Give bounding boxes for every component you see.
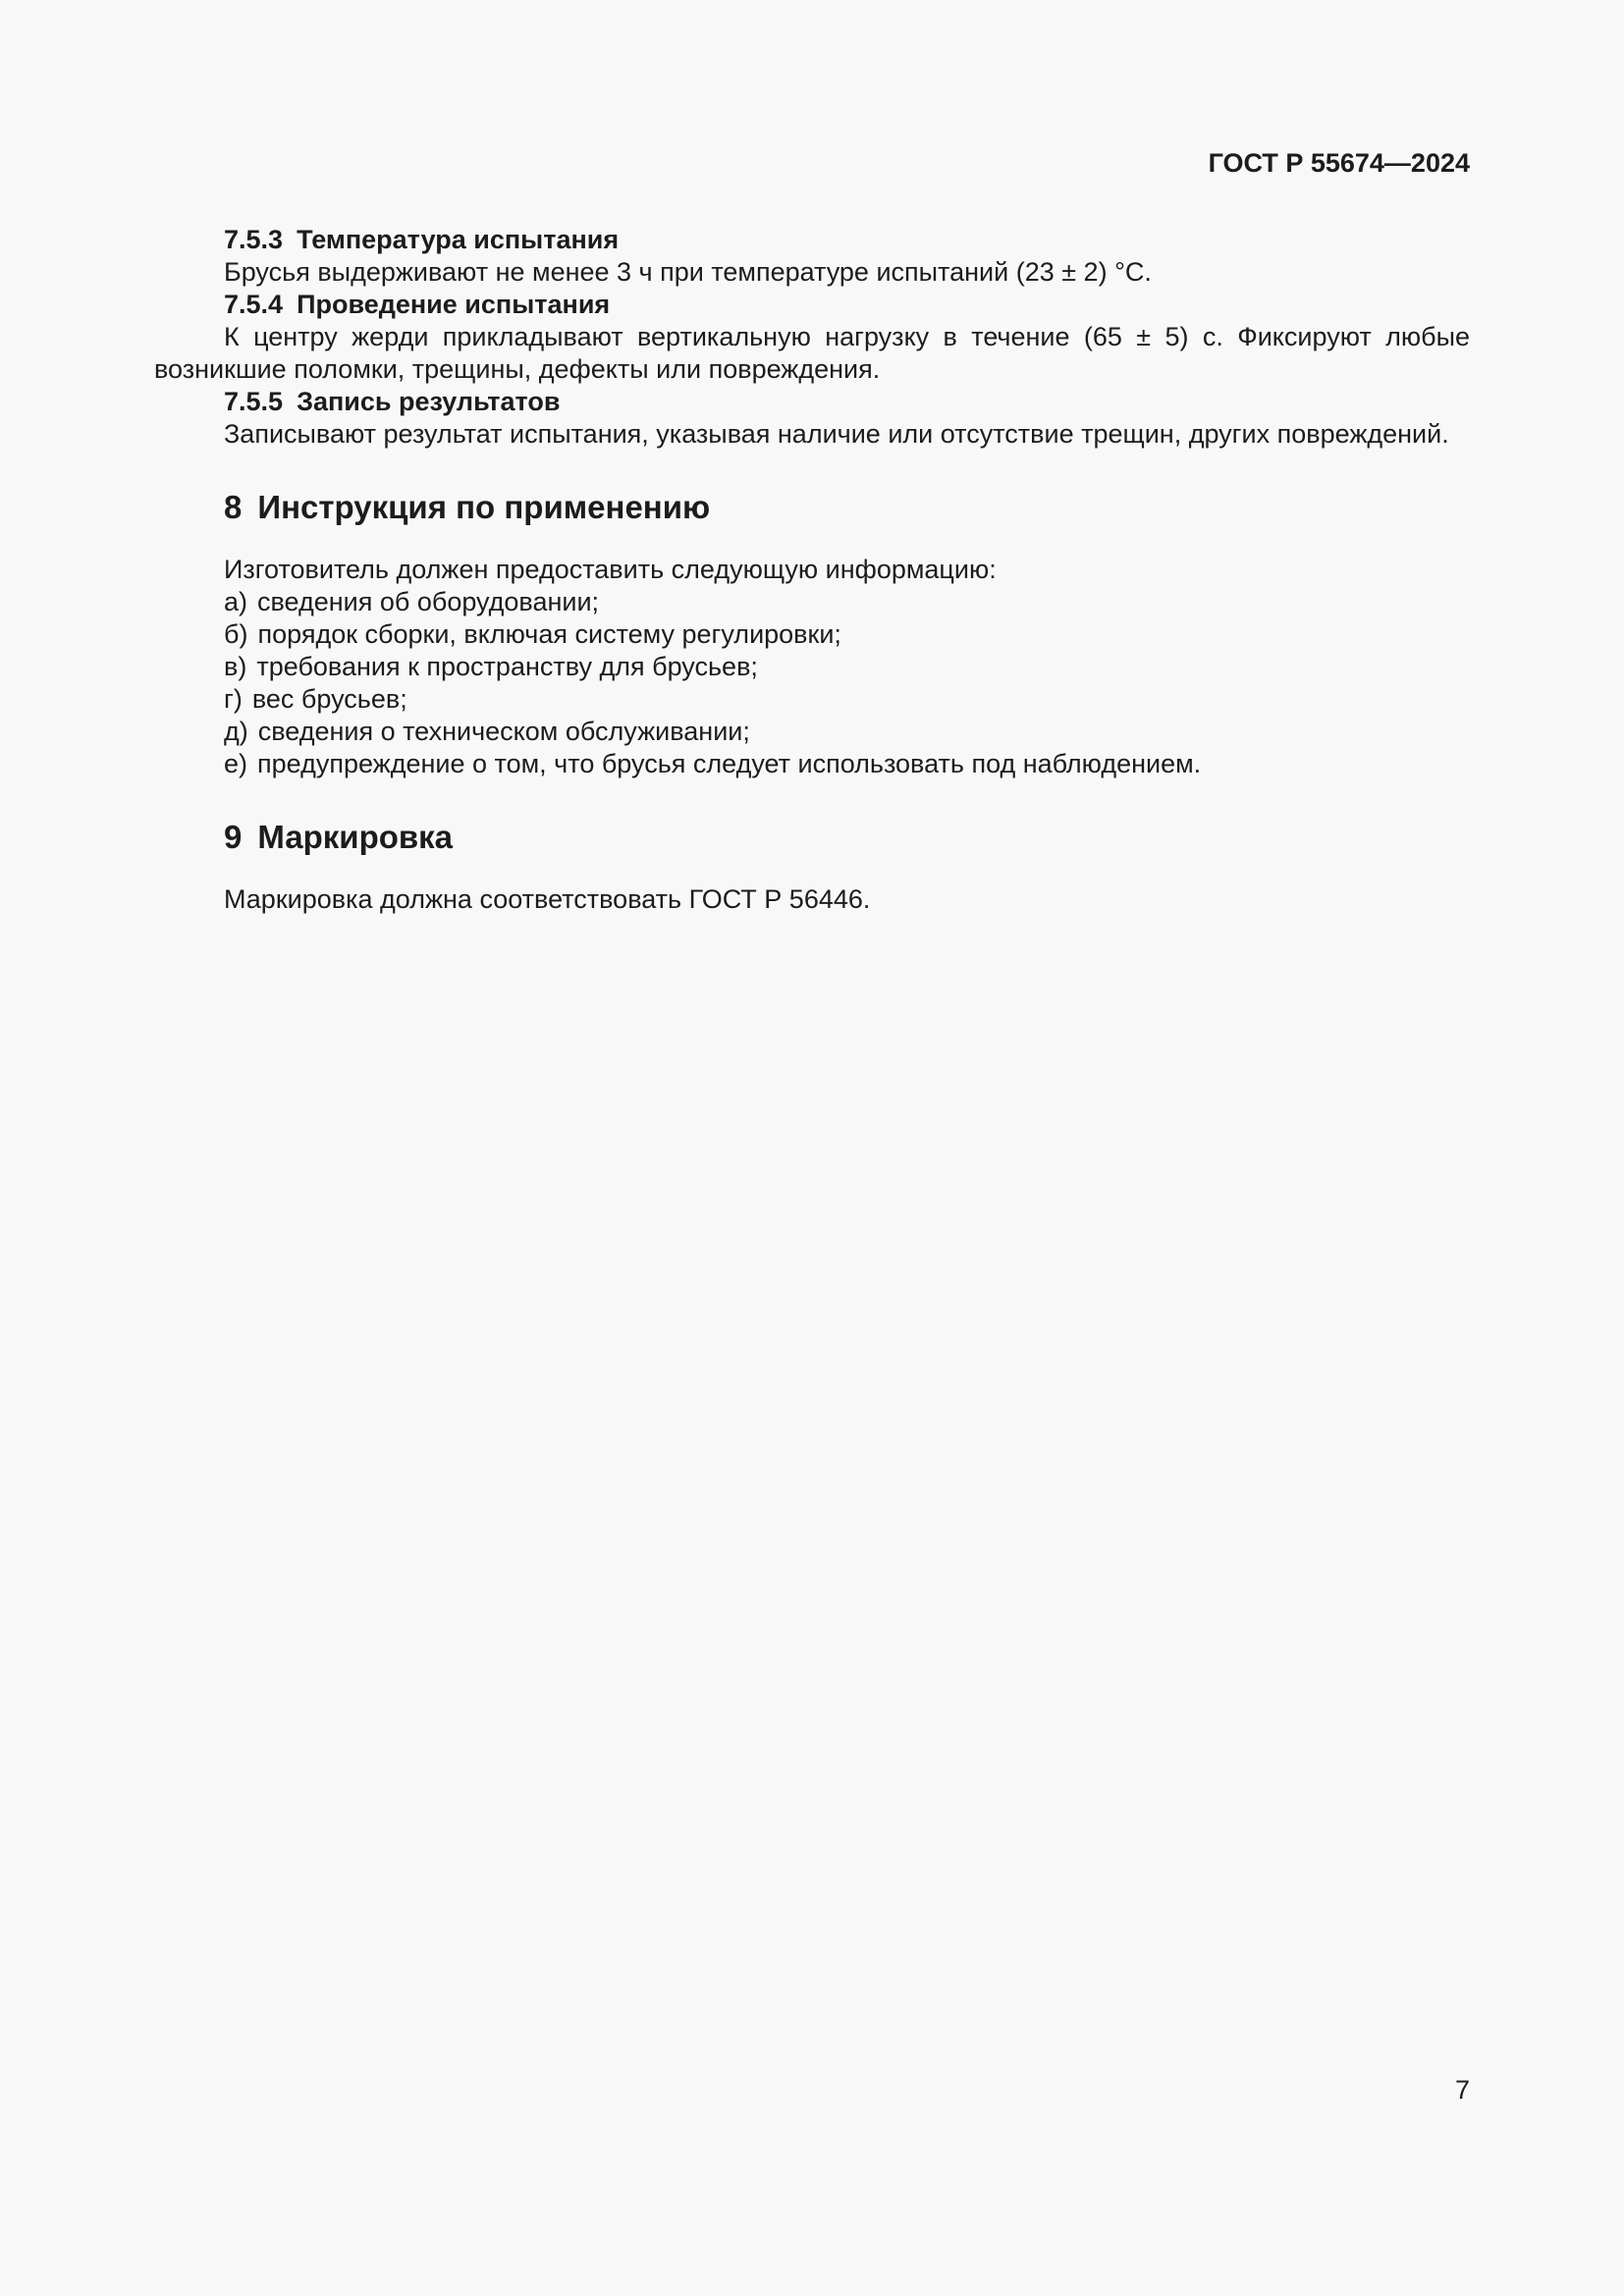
list-item-mark: в) (224, 652, 247, 681)
list-item (154, 716, 1470, 748)
subsection-title: Температура испытания (297, 225, 620, 254)
list-item-mark: е) (224, 749, 248, 778)
section-9-text: Маркировка должна соответствовать ГОСТ Р 56446. (224, 884, 871, 914)
document-code-header: ГОСТ Р 55674—2024 (1208, 148, 1470, 178)
subsection-title: Проведение испытания (297, 290, 611, 319)
section-title: Маркировка (257, 819, 454, 855)
list-item-mark: д) (224, 717, 248, 746)
section-number: 9 (224, 819, 243, 855)
subsection-7-5-5-text: Записывают результат испытания, указывая наличие или отсутствие трещин, других повреждений. (224, 419, 1449, 449)
list-item-text: вес брусьев; (251, 684, 407, 714)
section-8-intro: Изготовитель должен предоставить следующую информацию: (224, 555, 997, 584)
subsection-7-5-5-heading (154, 386, 1470, 418)
info-list (154, 586, 1470, 780)
list-item-text: требования к пространству для брусьев; (256, 652, 758, 681)
list-item-mark: б) (224, 619, 248, 649)
subsection-7-5-3-heading (154, 224, 1470, 256)
subsection-number: 7.5.4 (224, 290, 284, 319)
list-item (154, 586, 1470, 618)
section-title: Инструкция по применению (257, 489, 711, 525)
section-9-heading (154, 818, 1470, 857)
subsection-7-5-4-text: К центру жерди прикладывают вертикальную нагрузку в течение (65 ± 5) с. Фиксируют любые возникшие поломки, трещины, дефекты или повреждения. (154, 322, 1470, 384)
subsection-title: Запись результатов (297, 387, 561, 416)
subsection-7-5-3-text: Брусья выдерживают не менее 3 ч при температуре испытаний (23 ± 2) °С. (224, 257, 1152, 287)
list-item (154, 618, 1470, 651)
section-number: 8 (224, 489, 243, 525)
subsection-number: 7.5.5 (224, 387, 284, 416)
list-item (154, 651, 1470, 683)
list-item-mark: а) (224, 587, 248, 616)
list-item (154, 683, 1470, 716)
section-8-heading (154, 488, 1470, 527)
list-item (154, 748, 1470, 780)
subsection-7-5-4-heading (154, 289, 1470, 321)
subsection-number: 7.5.3 (224, 225, 284, 254)
list-item-mark: г) (224, 684, 243, 714)
page-number: 7 (1454, 2075, 1470, 2105)
page-content (154, 224, 1470, 916)
list-item-text: сведения о техническом обслуживании; (257, 717, 750, 746)
list-item-text: сведения об оборудовании; (257, 587, 600, 616)
list-item-text: порядок сборки, включая систему регулировки; (257, 619, 841, 649)
list-item-text: предупреждение о том, что брусья следует использовать под наблюдением. (257, 749, 1202, 778)
